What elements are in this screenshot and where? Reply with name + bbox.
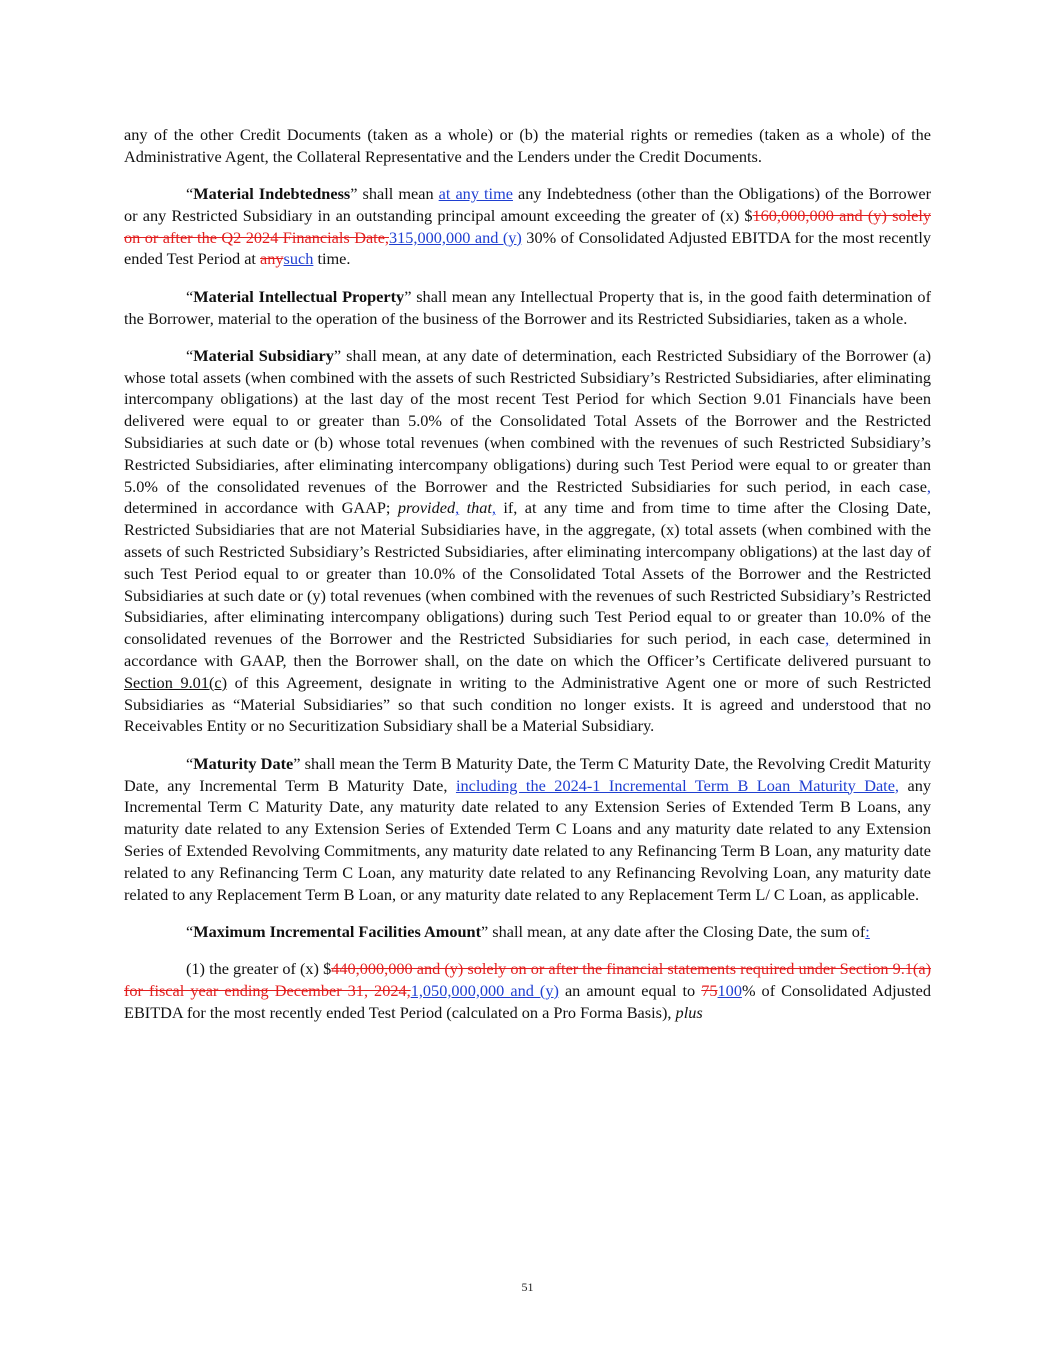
text-run: determined in accordance with GAAP;	[124, 498, 398, 518]
text-run: 30% of Consolidated Adjusted EBITDA for the most recently ended Test Period at	[124, 227, 932, 269]
text-run: (1) the greater of (x) $	[186, 959, 332, 979]
text-run: determined in accordance with GAAP, then the Borrower shall, on the date on which the Officer’s Certificate delivered pursuant to	[124, 629, 931, 671]
defined-term: Material Intellectual Property	[193, 286, 405, 306]
text-run: ” shall mean, at any date of determination, each Restricted Subsidiary of the Borrower (a) whose total assets (when combined with the assets of such Restricted Subsidiary’s Restricted Subsidiaries, after eliminating intercompany obligations) at the last day of the most recent Test Period for which Section 9.01 Financials have been delivered were equal to or greater than 5.0% of the Consolidated Total Assets of the Borrower and the Restricted Subsidiaries at such date or (b) whose total revenues (when combined with the revenues of such Restricted Subsidiary’s Restricted Subsidiaries, after eliminating intercompany obligations) during such Test Period were equal to or greater than 5.0% of the consolidated revenues of the Borrower and the Restricted Subsidiaries for such period, in each case	[124, 345, 931, 496]
italic-text: provided	[397, 498, 456, 518]
open-quote: “	[186, 921, 194, 941]
page-number: 51	[521, 1280, 534, 1294]
definition-material-indebtedness	[124, 183, 931, 270]
open-quote: “	[186, 753, 194, 773]
inserted-text: at any time	[438, 184, 513, 204]
text-run: ” shall mean	[350, 184, 439, 204]
text-run	[459, 498, 466, 517]
defined-term: Maximum Incremental Facilities Amount	[193, 921, 481, 941]
text-run: any Incremental Term C Maturity Date, any maturity date related to any Extension Series of Extended Term B Loans, any maturity date related to any Extension Series of Extended Term C Loans and any maturity date related to any Extension Series of Extended Revolving Commitments, any maturity date related to any Refinancing Term B Loan, any maturity date related to any Refinancing Term C Loan, any maturity date related to any Refinancing Revolving Loan, any maturity date related to any Replacement Term B Loan, or any maturity date related to any Replacement Term L/ C Loan, as applicable.	[124, 775, 932, 904]
deleted-text: 160,000,000 and (y) solely on or after the Q2 2024 Financials Date,	[124, 205, 931, 247]
text-run: if, at any time and from time to time after the Closing Date, Restricted Subsidiaries that are not Material Subsidiaries have, in the aggregate, (x) total assets (when combined with the assets of such Restricted Subsidiary’s Restricted Subsidiaries, after eliminating intercompany obligations) at the last day of such Test Period equal to or greater than 10.0% of the Consolidated Total Assets of the Borrower and the Restricted Subsidiaries at such date or (y) total revenues (when combined with the revenues of such Restricted Subsidiary’s Restricted Subsidiaries, after eliminating intercompany obligations) during such Test Period equal to or greater than 10.0% of the consolidated revenues of the Borrower and the Restricted Subsidiaries for such period, in each case	[124, 498, 932, 649]
inserted-text: ,	[825, 629, 830, 649]
open-quote: “	[186, 184, 194, 204]
text-run: of this Agreement, designate in writing to the Administrative Agent one or more of such Restricted Subsidiaries as “Material Subsidiaries” so that such condition no longer exists. It is agreed and understood that no Receivables Entity or no Securitization Subsidiary shall be a Material Subsidiary.	[124, 672, 932, 736]
text-run: time.	[313, 249, 351, 269]
defined-term: Maturity Date	[193, 753, 294, 773]
definition-material-subsidiary	[124, 345, 931, 737]
text-run: ” shall mean the Term B Maturity Date, the Term C Maturity Date, the Revolving Credit Maturity Date, any Incremental Term B Maturity Date,	[124, 753, 931, 795]
open-quote: “	[186, 286, 194, 306]
inserted-text: 315,000,000 and (y)	[389, 227, 522, 247]
inserted-text: such	[283, 249, 314, 269]
inserted-text: ,	[926, 476, 931, 496]
definition-maturity-date	[124, 753, 931, 906]
inserted-text: 1,050,000,000 and (y)	[410, 980, 559, 1000]
paragraph-continuation	[124, 124, 931, 168]
text-run: any Indebtedness (other than the Obligations) of the Borrower or any Restricted Subsidiary in an outstanding principal amount exceeding the greater of (x) $	[124, 184, 931, 225]
deleted-text: 75	[701, 980, 718, 1000]
text-run: % of Consolidated Adjusted EBITDA for the most recently ended Test Period (calculated on a Pro Forma Basis),	[124, 980, 932, 1022]
inserted-text: including the 2024-1 Incremental Term B Loan Maturity Date,	[455, 775, 900, 795]
deleted-text: any	[260, 249, 284, 269]
deleted-text: 440,000,000 and (y) solely on or after the financial statements required under Section 9.1(a) for fiscal year ending December 31, 2024,	[124, 959, 931, 1000]
paragraph-text: any of the other Credit Documents (taken as a whole) or (b) the material rights or remedies (taken as a whole) of the Administrative Agent, the Collateral Representative and the Lenders under the Credit Documents.	[124, 125, 931, 166]
inserted-text: ,	[455, 498, 460, 518]
inserted-text: :	[865, 921, 870, 941]
text-run: ” shall mean, at any date after the Closing Date, the sum of	[481, 921, 866, 941]
text-run: ” shall mean any Intellectual Property that is, in the good faith determination of the Borrower, material to the operation of the business of the Borrower and its Restricted Subsidiaries, taken as a whole.	[124, 286, 931, 328]
inserted-text: 100	[717, 980, 742, 1000]
defined-term: Material Indebtedness	[193, 184, 351, 204]
clause-1	[124, 958, 931, 1023]
open-quote: “	[186, 345, 194, 365]
document-page	[124, 124, 931, 1039]
italic-text: that	[466, 498, 492, 518]
definition-max-incremental	[124, 921, 931, 943]
section-reference: Section 9.01(c)	[124, 672, 228, 692]
italic-text: plus	[675, 1002, 703, 1022]
text-run: an amount equal to	[558, 980, 702, 1000]
definition-material-ip	[124, 286, 931, 330]
defined-term: Material Subsidiary	[193, 345, 334, 365]
inserted-text: ,	[491, 498, 496, 518]
